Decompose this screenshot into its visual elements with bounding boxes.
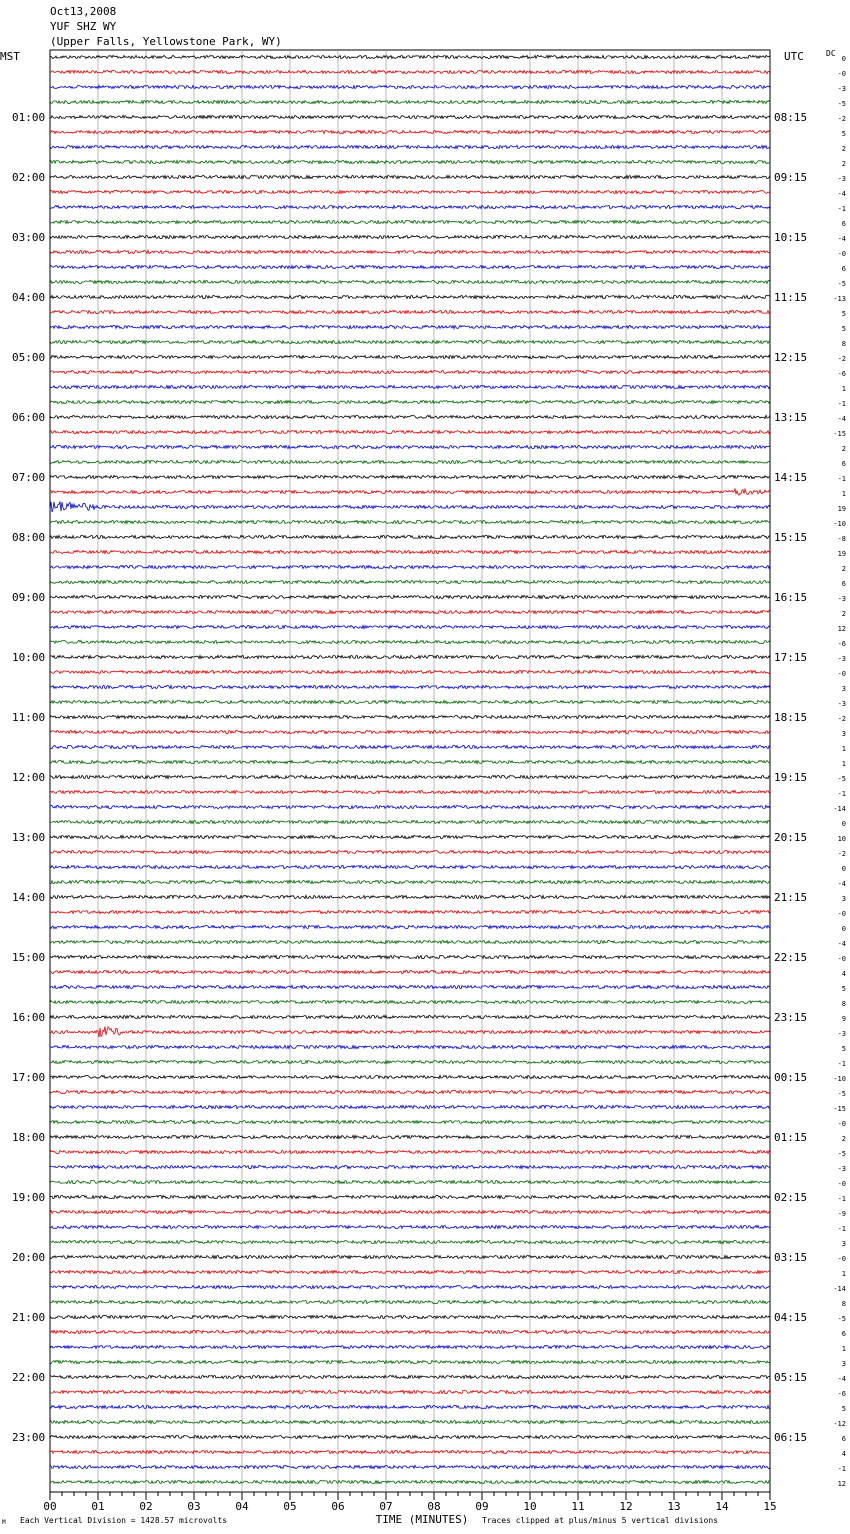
utc-hour-label: 22:15 — [774, 951, 808, 964]
trace-81 — [50, 1270, 770, 1273]
dc-offset-label: -5 — [837, 100, 846, 108]
dc-offset-label: -6 — [837, 1390, 846, 1398]
mst-hour-label: 09:00 — [12, 591, 46, 604]
utc-hour-label: 11:15 — [774, 291, 808, 304]
trace-48 — [50, 775, 770, 778]
trace-30 — [50, 502, 770, 513]
trace-87 — [50, 1360, 770, 1363]
trace-4 — [50, 115, 770, 118]
utc-hour-label: 06:15 — [774, 1431, 808, 1444]
mst-hour-label: 14:00 — [12, 891, 46, 904]
dc-offset-label: -0 — [837, 670, 846, 678]
x-tick-label: 07 — [379, 1500, 393, 1513]
trace-64 — [50, 1015, 770, 1018]
trace-46 — [50, 745, 770, 748]
dc-offset-label: 19 — [837, 550, 846, 558]
dc-offset-label: 3 — [841, 1360, 846, 1368]
x-tick-label: 09 — [475, 1500, 489, 1513]
dc-offset-label: -3 — [837, 1030, 846, 1038]
trace-76 — [50, 1195, 770, 1198]
trace-25 — [50, 430, 770, 433]
utc-hour-label: 23:15 — [774, 1011, 808, 1024]
trace-93 — [50, 1450, 770, 1453]
trace-75 — [50, 1180, 770, 1183]
dc-offset-label: 12 — [837, 625, 846, 633]
trace-44 — [50, 715, 770, 718]
trace-78 — [50, 1225, 770, 1228]
trace-7 — [50, 160, 770, 163]
left-timezone-label: MST — [0, 50, 20, 63]
trace-85 — [50, 1330, 770, 1333]
dc-offset-label: -0 — [837, 1120, 846, 1128]
dc-offset-label: 1 — [841, 490, 846, 498]
mst-hour-label: 04:00 — [12, 291, 46, 304]
utc-hour-label: 18:15 — [774, 711, 808, 724]
dc-offset-label: -15 — [833, 1105, 846, 1113]
utc-hour-label: 09:15 — [774, 171, 808, 184]
trace-2 — [50, 85, 770, 88]
trace-86 — [50, 1345, 770, 1348]
trace-41 — [50, 670, 770, 673]
mst-hour-label: 02:00 — [12, 171, 46, 184]
dc-offset-label: -3 — [837, 85, 846, 93]
mst-hour-label: 06:00 — [12, 411, 46, 424]
utc-hour-label: 08:15 — [774, 111, 808, 124]
trace-79 — [50, 1240, 770, 1243]
utc-hour-labels — [774, 111, 807, 1444]
dc-offset-label: -2 — [837, 115, 846, 123]
x-tick-label: 04 — [235, 1500, 249, 1513]
dc-offset-label: 3 — [841, 730, 846, 738]
dc-offset-label: -0 — [837, 250, 846, 258]
x-tick-label: 02 — [139, 1500, 153, 1513]
dc-offset-label: 0 — [841, 865, 846, 873]
dc-offset-label: -9 — [837, 1210, 846, 1218]
utc-hour-label: 15:15 — [774, 531, 808, 544]
dc-offset-label: -2 — [837, 715, 846, 723]
utc-hour-label: 17:15 — [774, 651, 808, 664]
dc-offset-label: 2 — [841, 160, 846, 168]
dc-offset-label: -3 — [837, 1165, 846, 1173]
dc-offset-label: 5 — [841, 1405, 846, 1413]
trace-55 — [50, 880, 770, 883]
dc-offset-label: -10 — [833, 520, 846, 528]
trace-5 — [50, 130, 770, 133]
header-date: Oct13,2008 — [50, 5, 117, 18]
trace-68 — [50, 1075, 770, 1078]
dc-offset-label: 8 — [841, 1300, 846, 1308]
trace-36 — [50, 595, 770, 598]
trace-34 — [50, 565, 770, 568]
mst-hour-label: 16:00 — [12, 1011, 46, 1024]
utc-hour-label: 00:15 — [774, 1071, 808, 1084]
trace-77 — [50, 1210, 770, 1213]
trace-50 — [50, 805, 770, 808]
dc-offset-label: -2 — [837, 355, 846, 363]
trace-24 — [50, 415, 770, 418]
mst-hour-label: 01:00 — [12, 111, 46, 124]
trace-33 — [50, 550, 770, 553]
dc-offset-label: 4 — [841, 970, 846, 978]
trace-43 — [50, 700, 770, 703]
dc-offset-label: 3 — [841, 1240, 846, 1248]
mst-hour-label: 17:00 — [12, 1071, 46, 1084]
dc-offset-label: 6 — [841, 265, 846, 273]
dc-offset-label: 0 — [841, 55, 846, 63]
dc-offset-label: 5 — [841, 310, 846, 318]
x-tick-label: 13 — [667, 1500, 681, 1513]
dc-offset-label: -0 — [837, 910, 846, 918]
dc-offset-label: 1 — [841, 1345, 846, 1353]
trace-65 — [50, 1026, 770, 1037]
trace-16 — [50, 295, 770, 298]
dc-offset-label: -1 — [837, 400, 846, 408]
trace-94 — [50, 1465, 770, 1468]
dc-offset-label: 0 — [841, 820, 846, 828]
dc-offset-label: -4 — [837, 190, 846, 198]
dc-offset-label: -5 — [837, 1150, 846, 1158]
dc-offset-label: -3 — [837, 655, 846, 663]
trace-40 — [50, 655, 770, 658]
dc-offset-label: -0 — [837, 955, 846, 963]
dc-offset-label: 2 — [841, 145, 846, 153]
dc-offset-label: 2 — [841, 565, 846, 573]
trace-21 — [50, 370, 770, 373]
dc-offset-label: -5 — [837, 1315, 846, 1323]
dc-offset-label: -14 — [833, 1285, 846, 1293]
mst-hour-label: 22:00 — [12, 1371, 46, 1384]
trace-52 — [50, 835, 770, 838]
header-station: YUF SHZ WY — [50, 20, 117, 33]
trace-28 — [50, 475, 770, 478]
trace-45 — [50, 730, 770, 733]
dc-offset-label: -1 — [837, 205, 846, 213]
dc-offset-label: -10 — [833, 1075, 846, 1083]
dc-offset-label: 2 — [841, 610, 846, 618]
trace-80 — [50, 1255, 770, 1258]
utc-hour-label: 14:15 — [774, 471, 808, 484]
x-axis — [43, 1492, 776, 1513]
mst-hour-label: 19:00 — [12, 1191, 46, 1204]
dc-offset-label: -6 — [837, 640, 846, 648]
trace-56 — [50, 895, 770, 898]
dc-offset-label: 10 — [837, 835, 846, 843]
x-tick-label: 01 — [91, 1500, 105, 1513]
dc-offset-label: 2 — [841, 1135, 846, 1143]
scale-text: Each Vertical Division = 1428.57 microvolts — [20, 1516, 228, 1525]
dc-offset-label: 12 — [837, 1480, 846, 1488]
trace-62 — [50, 985, 770, 988]
trace-19 — [50, 340, 770, 343]
trace-3 — [50, 100, 770, 103]
dc-offset-label: -13 — [833, 295, 846, 303]
dc-offset-label: -1 — [837, 475, 846, 483]
dc-offset-label: 8 — [841, 340, 846, 348]
trace-73 — [50, 1150, 770, 1153]
x-tick-label: 08 — [427, 1500, 441, 1513]
trace-66 — [50, 1045, 770, 1048]
dc-offset-label: 2 — [841, 445, 846, 453]
dc-offset-label: 3 — [841, 685, 846, 693]
dc-offset-labels — [833, 55, 846, 1488]
dc-offset-label: -15 — [833, 430, 846, 438]
x-tick-label: 12 — [619, 1500, 633, 1513]
utc-hour-label: 19:15 — [774, 771, 808, 784]
mst-hour-label: 11:00 — [12, 711, 46, 724]
trace-17 — [50, 310, 770, 313]
mst-hour-label: 12:00 — [12, 771, 46, 784]
utc-hour-label: 04:15 — [774, 1311, 808, 1324]
trace-15 — [50, 280, 770, 283]
trace-31 — [50, 520, 770, 523]
trace-54 — [50, 865, 770, 868]
mst-hour-label: 23:00 — [12, 1431, 46, 1444]
utc-hour-label: 03:15 — [774, 1251, 808, 1264]
trace-22 — [50, 385, 770, 388]
trace-69 — [50, 1090, 770, 1093]
dc-offset-label: -5 — [837, 280, 846, 288]
dc-label: DC — [826, 49, 836, 58]
dc-offset-label: -1 — [837, 1225, 846, 1233]
trace-35 — [50, 580, 770, 583]
dc-offset-label: 19 — [837, 505, 846, 513]
trace-82 — [50, 1285, 770, 1288]
trace-67 — [50, 1060, 770, 1063]
trace-60 — [50, 955, 770, 958]
mst-hour-label: 05:00 — [12, 351, 46, 364]
trace-88 — [50, 1375, 770, 1378]
dc-offset-label: 4 — [841, 1450, 846, 1458]
mst-hour-label: 07:00 — [12, 471, 46, 484]
trace-1 — [50, 70, 770, 73]
trace-95 — [50, 1480, 770, 1483]
trace-91 — [50, 1420, 770, 1423]
trace-9 — [50, 190, 770, 193]
utc-hour-label: 21:15 — [774, 891, 808, 904]
utc-hour-label: 13:15 — [774, 411, 808, 424]
dc-offset-label: 5 — [841, 985, 846, 993]
dc-offset-label: -2 — [837, 850, 846, 858]
x-tick-label: 03 — [187, 1500, 201, 1513]
trace-8 — [50, 175, 770, 178]
dc-offset-label: -4 — [837, 940, 846, 948]
dc-offset-label: 0 — [841, 925, 846, 933]
dc-offset-label: -3 — [837, 175, 846, 183]
dc-offset-label: 1 — [841, 745, 846, 753]
trace-83 — [50, 1300, 770, 1303]
trace-72 — [50, 1135, 770, 1138]
dc-offset-label: 5 — [841, 130, 846, 138]
utc-hour-label: 12:15 — [774, 351, 808, 364]
dc-offset-label: 6 — [841, 1330, 846, 1338]
trace-32 — [50, 535, 770, 538]
utc-hour-label: 16:15 — [774, 591, 808, 604]
seismic-traces — [50, 55, 770, 1483]
dc-offset-label: -4 — [837, 415, 846, 423]
dc-offset-label: -3 — [837, 700, 846, 708]
trace-70 — [50, 1105, 770, 1108]
mst-hour-label: 20:00 — [12, 1251, 46, 1264]
dc-offset-label: 5 — [841, 325, 846, 333]
dc-offset-label: -4 — [837, 1375, 846, 1383]
x-tick-label: 00 — [43, 1500, 57, 1513]
mst-hour-label: 10:00 — [12, 651, 46, 664]
x-tick-label: 05 — [283, 1500, 297, 1513]
trace-29 — [50, 489, 770, 495]
trace-49 — [50, 790, 770, 793]
x-tick-label: 06 — [331, 1500, 345, 1513]
dc-offset-label: -4 — [837, 235, 846, 243]
trace-0 — [50, 55, 770, 58]
mst-hour-label: 03:00 — [12, 231, 46, 244]
header-location: (Upper Falls, Yellowstone Park, WY) — [50, 35, 282, 48]
trace-61 — [50, 970, 770, 973]
dc-offset-label: -14 — [833, 805, 846, 813]
trace-57 — [50, 910, 770, 913]
dc-offset-label: -1 — [837, 1465, 846, 1473]
trace-42 — [50, 685, 770, 688]
trace-10 — [50, 205, 770, 208]
dc-offset-label: 6 — [841, 1435, 846, 1443]
mst-hour-label: 15:00 — [12, 951, 46, 964]
dc-offset-label: -0 — [837, 1180, 846, 1188]
dc-offset-label: -12 — [833, 1420, 846, 1428]
x-tick-label: 14 — [715, 1500, 729, 1513]
utc-hour-label: 01:15 — [774, 1131, 808, 1144]
mst-hour-labels — [12, 111, 45, 1444]
trace-20 — [50, 355, 770, 358]
dc-offset-label: -4 — [837, 880, 846, 888]
trace-14 — [50, 265, 770, 268]
utc-hour-label: 05:15 — [774, 1371, 808, 1384]
trace-11 — [50, 220, 770, 223]
trace-6 — [50, 145, 770, 148]
dc-offset-label: 6 — [841, 460, 846, 468]
trace-39 — [50, 640, 770, 643]
mst-hour-label: 18:00 — [12, 1131, 46, 1144]
trace-27 — [50, 460, 770, 463]
clip-text: Traces clipped at plus/minus 5 vertical divisions — [482, 1516, 719, 1525]
corner-mark: M — [2, 1519, 6, 1526]
utc-hour-label: 20:15 — [774, 831, 808, 844]
trace-63 — [50, 1000, 770, 1003]
trace-74 — [50, 1165, 770, 1168]
dc-offset-label: -6 — [837, 370, 846, 378]
dc-offset-label: 6 — [841, 580, 846, 588]
dc-offset-label: 9 — [841, 1015, 846, 1023]
trace-26 — [50, 445, 770, 448]
dc-offset-label: -3 — [837, 595, 846, 603]
dc-offset-label: 1 — [841, 385, 846, 393]
dc-offset-label: 1 — [841, 1270, 846, 1278]
trace-89 — [50, 1390, 770, 1393]
utc-hour-label: 10:15 — [774, 231, 808, 244]
trace-92 — [50, 1435, 770, 1438]
dc-offset-label: -5 — [837, 1090, 846, 1098]
dc-offset-label: -5 — [837, 775, 846, 783]
mst-hour-label: 13:00 — [12, 831, 46, 844]
trace-12 — [50, 235, 770, 238]
x-tick-label: 10 — [523, 1500, 537, 1513]
trace-58 — [50, 925, 770, 928]
dc-offset-label: -1 — [837, 790, 846, 798]
trace-71 — [50, 1120, 770, 1123]
footer — [2, 1513, 718, 1526]
trace-37 — [50, 610, 770, 613]
trace-84 — [50, 1315, 770, 1318]
utc-hour-label: 02:15 — [774, 1191, 808, 1204]
dc-offset-label: -8 — [837, 535, 846, 543]
mst-hour-label: 08:00 — [12, 531, 46, 544]
dc-offset-label: -0 — [837, 70, 846, 78]
x-tick-label: 15 — [763, 1500, 777, 1513]
dc-offset-label: -0 — [837, 1255, 846, 1263]
dc-offset-label: 6 — [841, 220, 846, 228]
trace-53 — [50, 850, 770, 853]
trace-59 — [50, 940, 770, 943]
trace-18 — [50, 325, 770, 328]
dc-offset-label: 8 — [841, 1000, 846, 1008]
x-axis-title: TIME (MINUTES) — [375, 1513, 469, 1526]
dc-offset-label: 5 — [841, 1045, 846, 1053]
trace-23 — [50, 400, 770, 403]
right-timezone-label: UTC — [784, 50, 804, 63]
trace-38 — [50, 625, 770, 628]
trace-47 — [50, 760, 770, 763]
dc-offset-label: 1 — [841, 760, 846, 768]
trace-51 — [50, 820, 770, 823]
trace-13 — [50, 250, 770, 253]
dc-offset-label: -1 — [837, 1195, 846, 1203]
dc-offset-label: -1 — [837, 1060, 846, 1068]
x-tick-label: 11 — [571, 1500, 585, 1513]
dc-offset-label: 3 — [841, 895, 846, 903]
mst-hour-label: 21:00 — [12, 1311, 46, 1324]
trace-90 — [50, 1405, 770, 1408]
